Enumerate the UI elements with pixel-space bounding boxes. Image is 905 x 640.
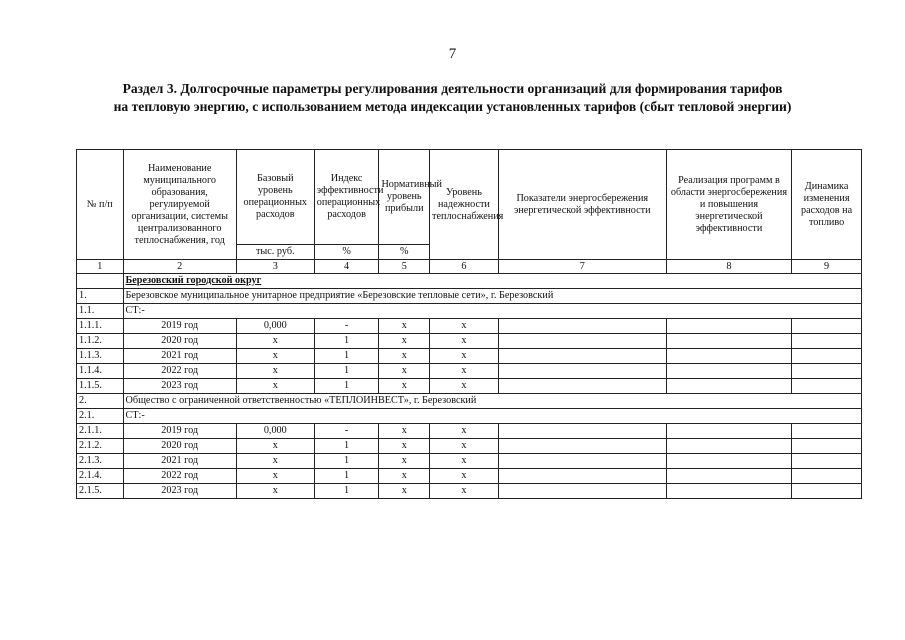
row-profit: x xyxy=(379,469,430,484)
row-year: 2021 год xyxy=(123,454,236,469)
title-line-1: Раздел 3. Долгосрочные параметры регулирования деятельности организаций для формирования тарифов xyxy=(122,81,783,96)
table-row xyxy=(77,439,862,454)
table-row xyxy=(77,469,862,484)
table-row xyxy=(77,379,862,394)
row-base: x xyxy=(236,469,314,484)
row-year: 2023 год xyxy=(123,379,236,394)
table-row xyxy=(77,454,862,469)
row-profit: x xyxy=(379,319,430,334)
row-reliability: x xyxy=(430,484,499,499)
system-name: СТ:- xyxy=(123,409,861,424)
row-index: 1 xyxy=(314,439,379,454)
header-programs: Реализация программ в области энергосбережения и повышения энергетической эффективности xyxy=(666,150,791,260)
row-reliability: x xyxy=(430,364,499,379)
row-index: 1 xyxy=(314,484,379,499)
row-num: 2.1.1. xyxy=(77,424,124,439)
org-name: Березовское муниципальное унитарное предприятие «Березовские тепловые сети», г. Березовский xyxy=(123,289,861,304)
organization-row xyxy=(77,394,862,409)
column-number: 7 xyxy=(498,260,666,274)
org-name: Общество с ограниченной ответственностью «ТЕПЛОИНВЕСТ», г. Березовский xyxy=(123,394,861,409)
table-row xyxy=(77,349,862,364)
row-num: 1.1.2. xyxy=(77,334,124,349)
header-energy-saving: Показатели энергосбережения энергетической эффективности xyxy=(498,150,666,260)
column-number: 9 xyxy=(792,260,862,274)
column-number: 6 xyxy=(430,260,499,274)
header-name: Наименование муниципального образования, регулируемой организации, системы централизованного теплоснабжения, год xyxy=(123,150,236,260)
row-reliability: x xyxy=(430,469,499,484)
system-name: СТ:- xyxy=(123,304,861,319)
row-num: 2.1.5. xyxy=(77,484,124,499)
row-num: 1.1.3. xyxy=(77,349,124,364)
column-number: 2 xyxy=(123,260,236,274)
table-row xyxy=(77,424,862,439)
row-profit: x xyxy=(379,424,430,439)
row-num: 1.1.4. xyxy=(77,364,124,379)
column-numbers-row xyxy=(77,260,862,274)
row-base: 0,000 xyxy=(236,319,314,334)
row-year: 2021 год xyxy=(123,349,236,364)
system-row xyxy=(77,304,862,319)
system-row xyxy=(77,409,862,424)
column-number: 8 xyxy=(666,260,791,274)
system-num: 2.1. xyxy=(77,409,124,424)
row-num: 2.1.4. xyxy=(77,469,124,484)
row-profit: x xyxy=(379,439,430,454)
header-base-costs: Базовый уровень операционных расходов xyxy=(236,150,314,245)
row-reliability: x xyxy=(430,319,499,334)
row-index: 1 xyxy=(314,454,379,469)
row-base: x xyxy=(236,349,314,364)
row-index: 1 xyxy=(314,349,379,364)
row-index: 1 xyxy=(314,364,379,379)
title-line-2: на тепловую энергию, с использованием метода индексации установленных тарифов (сбыт тепловой энергии) xyxy=(113,99,792,114)
header-efficiency-index: Индекс эффективности операционных расходов xyxy=(314,150,379,245)
header-profit-level: Нормативный уровень прибыли xyxy=(379,150,430,245)
row-year: 2023 год xyxy=(123,484,236,499)
header-fuel-dynamics: Динамика изменения расходов на топливо xyxy=(792,150,862,260)
row-reliability: x xyxy=(430,454,499,469)
row-reliability: x xyxy=(430,439,499,454)
unit-base-costs: тыс. руб. xyxy=(236,245,314,260)
unit-profit-level: % xyxy=(379,245,430,260)
row-reliability: x xyxy=(430,379,499,394)
row-reliability: x xyxy=(430,334,499,349)
table-row xyxy=(77,334,862,349)
row-year: 2019 год xyxy=(123,424,236,439)
row-year: 2022 год xyxy=(123,469,236,484)
column-number: 4 xyxy=(314,260,379,274)
row-reliability: x xyxy=(430,349,499,364)
row-index: - xyxy=(314,319,379,334)
row-index: 1 xyxy=(314,334,379,349)
row-base: x xyxy=(236,334,314,349)
row-base: x xyxy=(236,364,314,379)
parameters-table xyxy=(76,149,862,499)
column-number: 5 xyxy=(379,260,430,274)
row-num: 2.1.2. xyxy=(77,439,124,454)
section-title: Березовский городской округ xyxy=(125,275,262,286)
unit-efficiency-index: % xyxy=(314,245,379,260)
row-base: x xyxy=(236,454,314,469)
row-base: x xyxy=(236,379,314,394)
row-profit: x xyxy=(379,454,430,469)
row-profit: x xyxy=(379,484,430,499)
organization-row xyxy=(77,289,862,304)
row-profit: x xyxy=(379,349,430,364)
page-title xyxy=(40,80,865,116)
org-num: 2. xyxy=(77,394,124,409)
column-number: 3 xyxy=(236,260,314,274)
row-year: 2022 год xyxy=(123,364,236,379)
table-row xyxy=(77,364,862,379)
row-profit: x xyxy=(379,334,430,349)
row-year: 2019 год xyxy=(123,319,236,334)
row-num: 1.1.1. xyxy=(77,319,124,334)
row-base: x xyxy=(236,439,314,454)
row-index: - xyxy=(314,424,379,439)
org-num: 1. xyxy=(77,289,124,304)
row-profit: x xyxy=(379,364,430,379)
row-year: 2020 год xyxy=(123,334,236,349)
page-number: 7 xyxy=(448,46,457,62)
row-year: 2020 год xyxy=(123,439,236,454)
table-row xyxy=(77,484,862,499)
row-base: x xyxy=(236,484,314,499)
header-reliability: Уровень надежности теплоснабжения xyxy=(430,150,499,260)
header-num: № п/п xyxy=(77,150,124,260)
system-num: 1.1. xyxy=(77,304,124,319)
table-row xyxy=(77,319,862,334)
row-num: 2.1.3. xyxy=(77,454,124,469)
section-row xyxy=(77,274,862,289)
row-index: 1 xyxy=(314,469,379,484)
row-index: 1 xyxy=(314,379,379,394)
row-num: 1.1.5. xyxy=(77,379,124,394)
column-number: 1 xyxy=(77,260,124,274)
row-base: 0,000 xyxy=(236,424,314,439)
row-reliability: x xyxy=(430,424,499,439)
row-profit: x xyxy=(379,379,430,394)
